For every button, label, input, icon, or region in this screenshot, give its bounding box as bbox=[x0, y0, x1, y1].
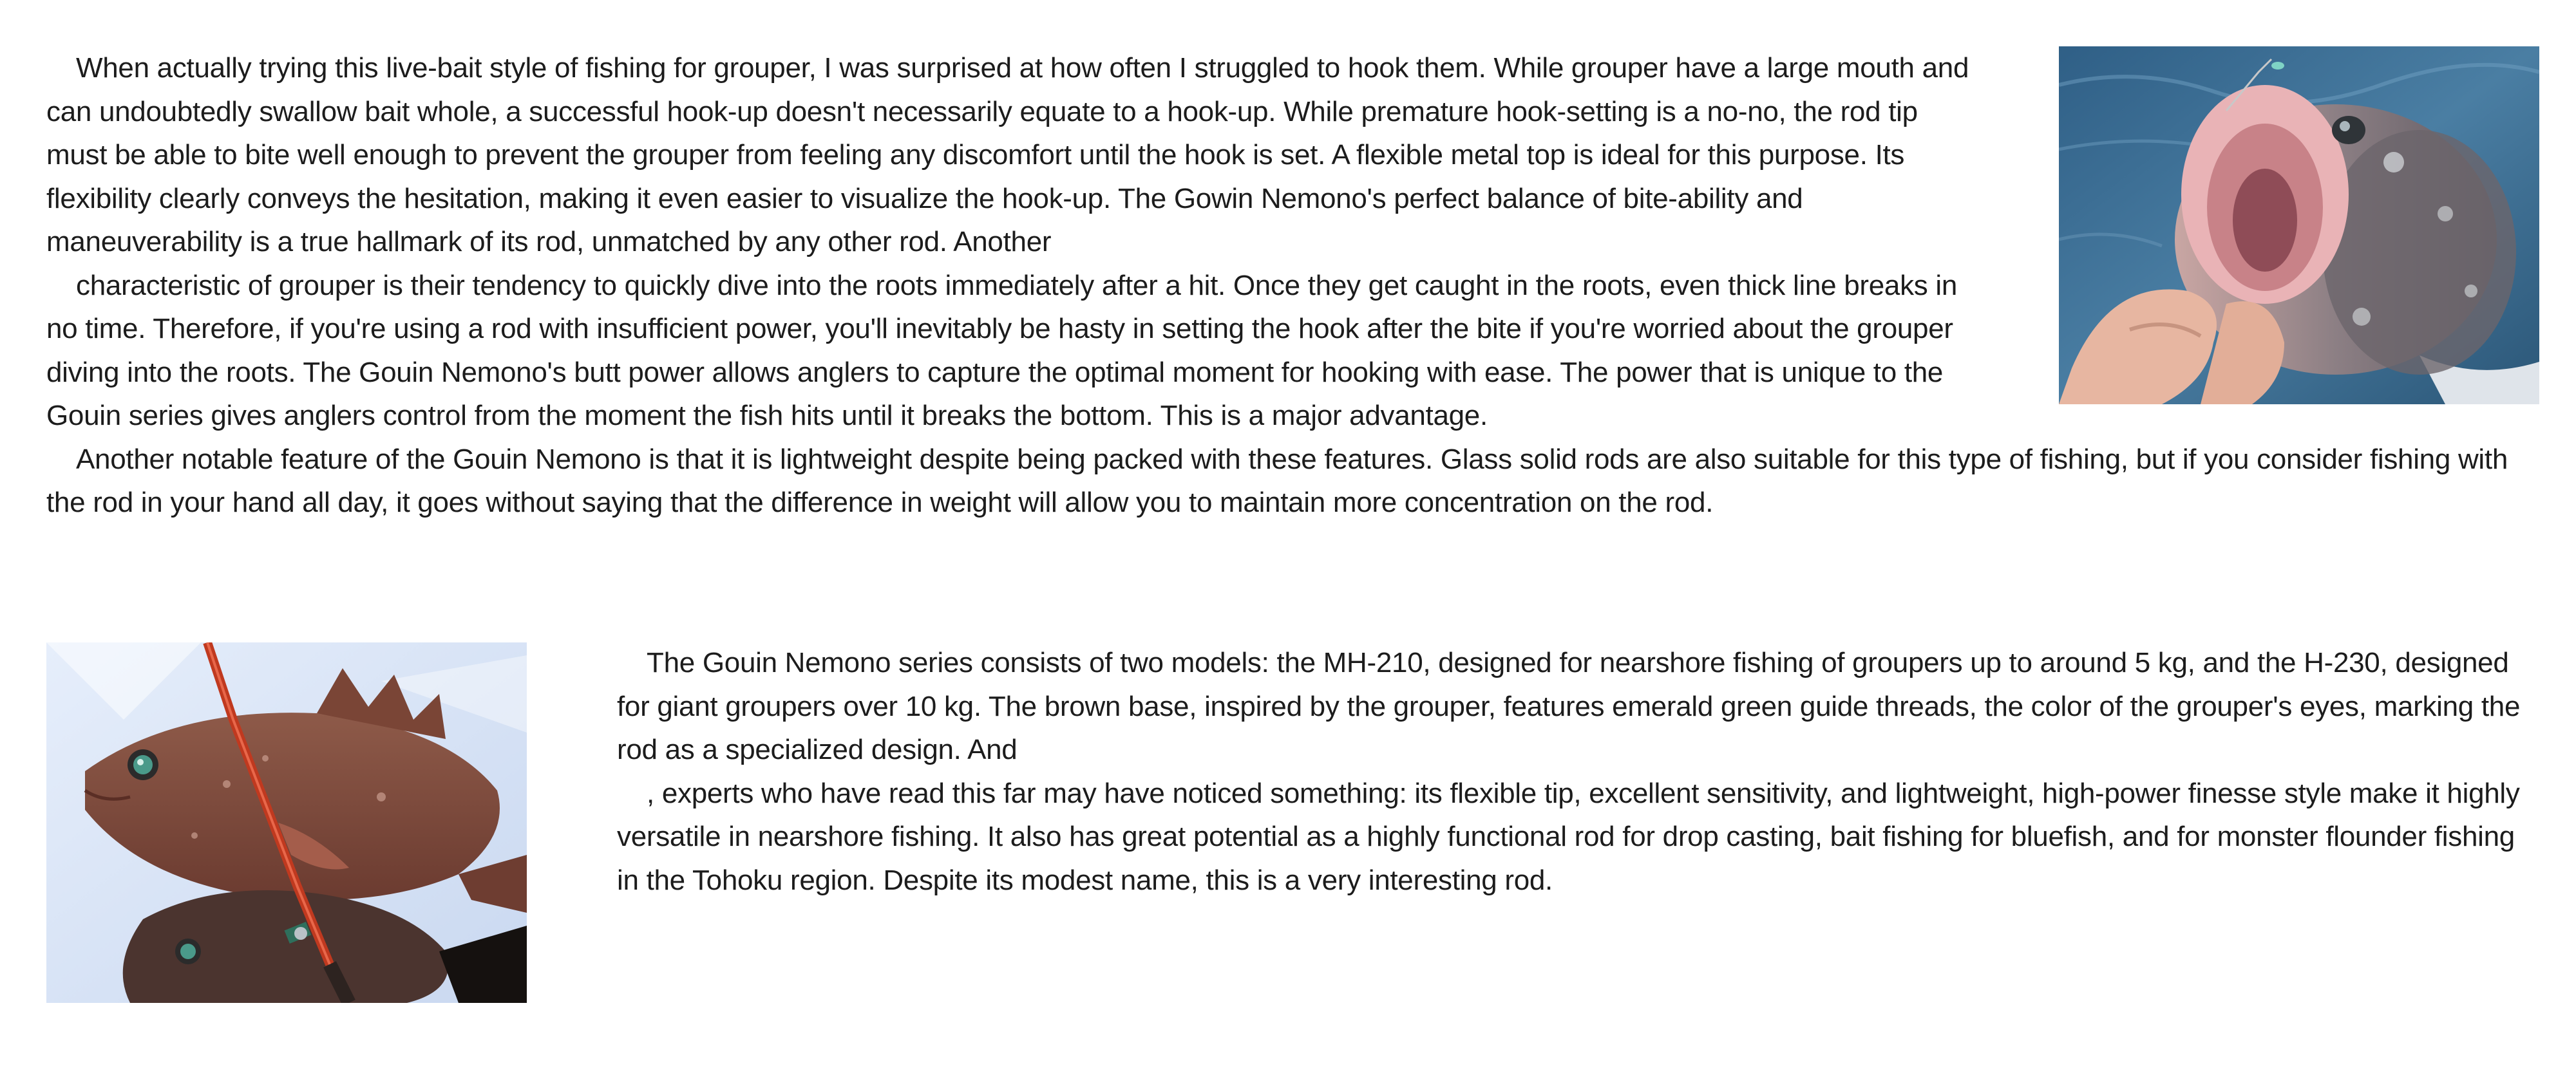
paragraph-hooking: When actually trying this live-bait style of fishing for grouper, I was surprised at how often I struggled to hook them. While grouper have a large mouth and can undoubtedly swallow bait whole, a successful hook-up doesn't necessarily equate to a hook-up. While premature hook-setting is a no-no, the rod tip must be able to bite well enough to prevent the grouper from feeling any discomfort until the hook is set. A flexible metal top is ideal for this purpose. Its flexibility clearly conveys the hesitation, making it even easier to visualize the hook-up. The Gowin Nemono's perfect balance of bite-ability and maneuverability is a true hallmark of its rod, unmatched by any other rod. Another bbox=[46, 52, 1969, 257]
article-text-top bbox=[46, 46, 2508, 525]
groupers-rod-photo bbox=[46, 642, 527, 1003]
grouper-held-photo bbox=[2059, 46, 2539, 404]
article-text-bottom bbox=[617, 641, 2530, 902]
grouper-held-over-water-photo-icon bbox=[2059, 46, 2539, 404]
paragraph-roots: characteristic of grouper is their tendency to quickly dive into the roots immediately after a hit. Once they get caught in the roots, even thick line breaks in no time. Therefore, if you're using a rod with insufficient power, you'll inevitably be hasty in setting the hook after the bite if you're worried about the grouper diving into the roots. The Gouin Nemono's butt power allows anglers to capture the optimal moment for hooking with ease. The power that is unique to the Gouin series gives anglers control from the moment the fish hits until it breaks the bottom. This is a major advantage. bbox=[46, 269, 1958, 431]
groupers-with-rod-on-ice-photo-icon bbox=[46, 642, 527, 1003]
paragraph-lightweight: Another notable feature of the Gouin Nemono is that it is lightweight despite being packed with these features. Glass solid rods are also suitable for this type of fishing, but if you consider fishing with the rod in your hand all day, it goes without saying that the difference in weight will allow you to maintain more concentration on the rod. bbox=[46, 443, 2508, 518]
paragraph-series-models: The Gouin Nemono series consists of two models: the MH-210, designed for nearshore fishing of groupers up to around 5 kg, and the H-230, designed for giant groupers over 10 kg. The brown base, inspired by the grouper, features emerald green guide threads, the color of the grouper's eyes, marking the rod as a specialized design. And bbox=[617, 647, 2521, 765]
paragraph-versatility: , experts who have read this far may have noticed something: its flexible tip, excellent sensitivity, and lightweight, high-power finesse style make it highly versatile in nearshore fishing. It also has great potential as a highly functional rod for drop casting, bait fishing for bluefish, and for monster flounder fishing in the Tohoku region. Despite its modest name, this is a very interesting rod. bbox=[617, 777, 2520, 896]
